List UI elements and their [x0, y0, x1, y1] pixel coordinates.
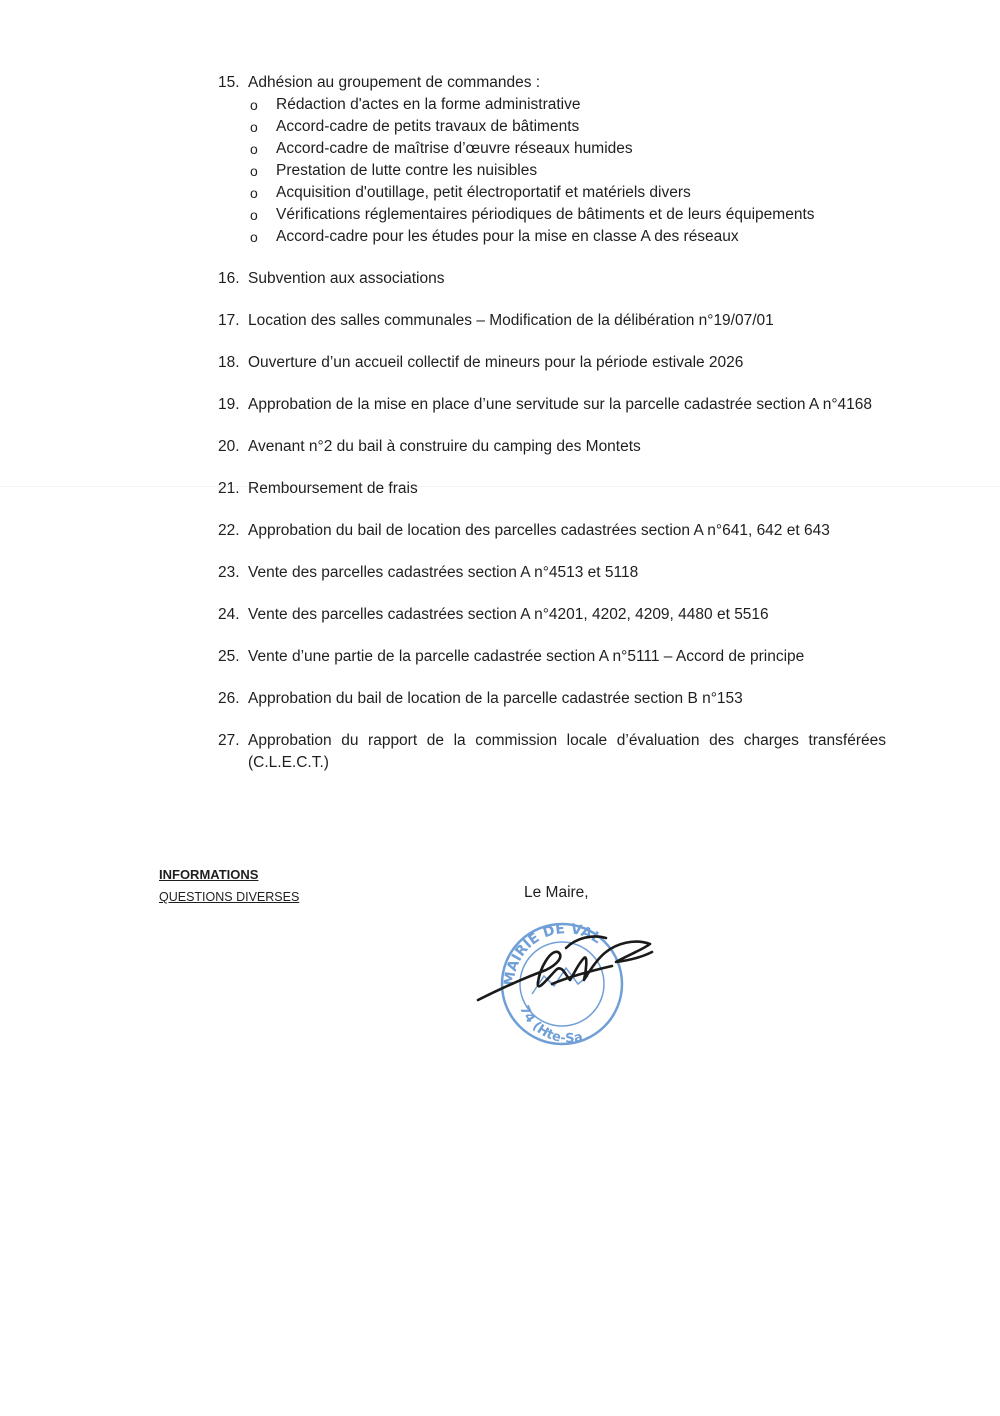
- agenda-item-number: 18.: [218, 354, 240, 371]
- circle-bullet-icon: o: [250, 185, 258, 201]
- agenda-item-text: Avenant n°2 du bail à construire du camping des Montets: [248, 438, 641, 455]
- agenda-item-text: Approbation du rapport de la commission locale d’évaluation des charges transférées (C.L.E.C.T.): [248, 732, 886, 771]
- footer-left: [159, 864, 299, 908]
- agenda-item-text: Adhésion au groupement de commandes :: [248, 74, 541, 91]
- agenda-sub-item: [248, 182, 886, 204]
- agenda-item-text: Approbation de la mise en place d’une servitude sur la parcelle cadastrée section A n°4168: [248, 396, 873, 413]
- agenda-item: [218, 646, 886, 668]
- agenda-item-number: 24.: [218, 606, 240, 623]
- agenda-item: [218, 604, 886, 626]
- stamp-bottom-text: 74 (Hte-Sa: [516, 1003, 585, 1047]
- circle-bullet-icon: o: [250, 119, 258, 135]
- agenda-item-text: Remboursement de frais: [248, 480, 418, 497]
- agenda-sub-item-text: Accord-cadre de maîtrise d’œuvre réseaux humides: [276, 140, 633, 157]
- agenda-sub-item: [248, 116, 886, 138]
- agenda-sub-item: [248, 226, 886, 248]
- agenda-item: [218, 730, 886, 774]
- agenda-sub-item-text: Accord-cadre pour les études pour la mise en classe A des réseaux: [276, 228, 739, 245]
- agenda-list: [218, 72, 886, 794]
- circle-bullet-icon: o: [250, 163, 258, 179]
- agenda-item-text: Vente d’une partie de la parcelle cadastrée section A n°5111 – Accord de principe: [248, 648, 805, 665]
- agenda-item: [218, 394, 886, 416]
- agenda-sub-item-text: Rédaction d'actes en la forme administrative: [276, 96, 581, 113]
- questions-diverses-heading: QUESTIONS DIVERSES: [159, 890, 300, 904]
- mayor-stamp-signature: [466, 908, 666, 1058]
- agenda-item: [218, 688, 886, 710]
- agenda-sub-item-text: Acquisition d'outillage, petit électroportatif et matériels divers: [276, 184, 691, 201]
- agenda-item: [218, 310, 886, 332]
- agenda-sub-item: [248, 204, 886, 226]
- agenda-sub-item-text: Accord-cadre de petits travaux de bâtiments: [276, 118, 580, 135]
- informations-heading: INFORMATIONS: [159, 867, 259, 882]
- agenda-item: [218, 268, 886, 290]
- stamp-seal-icon: [502, 921, 622, 1046]
- agenda-item-number: 21.: [218, 480, 240, 497]
- circle-bullet-icon: o: [250, 207, 258, 223]
- agenda-item-number: 15.: [218, 74, 240, 91]
- agenda-item-text: Subvention aux associations: [248, 270, 445, 287]
- agenda-item-number: 26.: [218, 690, 240, 707]
- agenda-item-text: Vente des parcelles cadastrées section A n°4513 et 5118: [248, 564, 639, 581]
- agenda-item-text: Ouverture d’un accueil collectif de mineurs pour la période estivale 2026: [248, 354, 744, 371]
- agenda-item: [218, 352, 886, 374]
- agenda-item-number: 20.: [218, 438, 240, 455]
- agenda-sub-item: [248, 94, 886, 116]
- agenda-item: [218, 562, 886, 584]
- agenda-sub-list: [248, 94, 886, 248]
- agenda-item-text: Approbation du bail de location de la parcelle cadastrée section B n°153: [248, 690, 743, 707]
- agenda-item: [218, 436, 886, 458]
- agenda-sub-item-text: Vérifications réglementaires périodiques de bâtiments et de leurs équipements: [276, 206, 815, 223]
- agenda-sub-item: [248, 138, 886, 160]
- maire-signature-label: Le Maire,: [524, 884, 589, 901]
- agenda-item-number: 25.: [218, 648, 240, 665]
- agenda-sub-item-text: Prestation de lutte contre les nuisibles: [276, 162, 538, 179]
- agenda-item-text: Approbation du bail de location des parcelles cadastrées section A n°641, 642 et 643: [248, 522, 830, 539]
- agenda-item-text: Vente des parcelles cadastrées section A n°4201, 4202, 4209, 4480 et 5516: [248, 606, 769, 623]
- agenda-item-number: 19.: [218, 396, 240, 413]
- agenda-item-number: 22.: [218, 522, 240, 539]
- circle-bullet-icon: o: [250, 141, 258, 157]
- agenda-item: [218, 478, 886, 500]
- circle-bullet-icon: o: [250, 229, 258, 245]
- circle-bullet-icon: o: [250, 97, 258, 113]
- agenda-item-text: Location des salles communales – Modification de la délibération n°19/07/01: [248, 312, 774, 329]
- agenda-item-number: 16.: [218, 270, 240, 287]
- agenda-sub-item: [248, 160, 886, 182]
- agenda-item-number: 27.: [218, 732, 240, 749]
- agenda-item: [218, 520, 886, 542]
- agenda-item-number: 23.: [218, 564, 240, 581]
- stamp-top-text: MAIRIE DE VAL: [501, 921, 605, 987]
- agenda-item-number: 17.: [218, 312, 240, 329]
- agenda-item: [218, 72, 886, 248]
